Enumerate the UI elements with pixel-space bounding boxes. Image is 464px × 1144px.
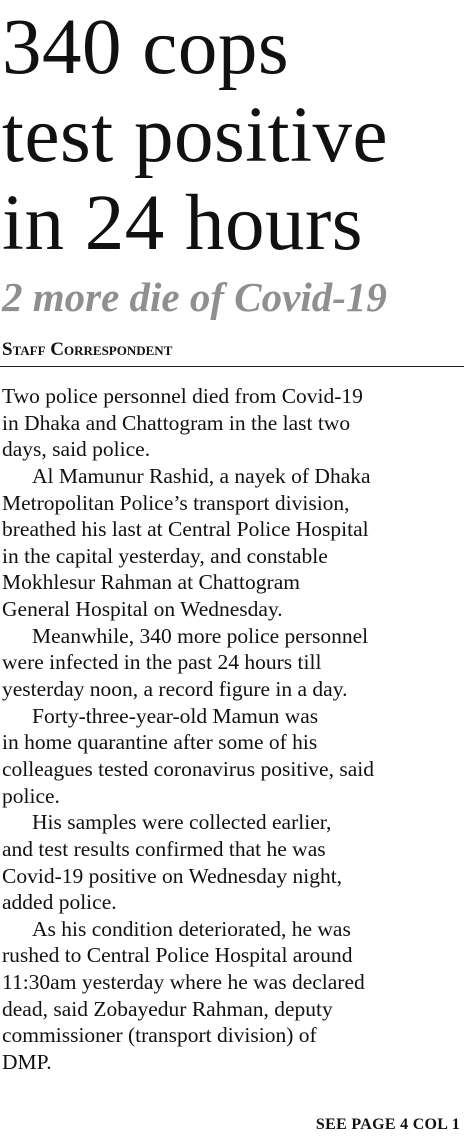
body-text-line: police. [2, 783, 60, 808]
body-text-line: and test results confirmed that he was [2, 836, 326, 861]
body-text-line: 11:30am yesterday where he was declared [2, 970, 365, 995]
body-text-line: DMP. [2, 1050, 52, 1075]
body-text-line: Forty-three-year-old Mamun was [32, 703, 319, 728]
headline-line: test positive [2, 92, 389, 179]
body-text-line: yesterday noon, a record figure in a day. [2, 677, 348, 702]
body-text-line: days, said police. [2, 437, 151, 462]
body-text-line: commissioner (transport division) of [2, 1023, 317, 1048]
body-text-line: added police. [2, 890, 117, 915]
body-text-line: Metropolitan Police’s transport division, [2, 490, 350, 515]
body-text-line: were infected in the past 24 hours till [2, 650, 322, 675]
headline-line: 340 cops [2, 4, 290, 91]
continuation-jump-line: SEE PAGE 4 COL 1 [315, 1116, 460, 1133]
article-body [2, 383, 464, 1076]
subheadline: 2 more die of Covid-19 [2, 274, 387, 320]
body-text-line: dead, said Zobayedur Rahman, deputy [2, 996, 333, 1021]
body-text-line: Meanwhile, 340 more police personnel [32, 623, 369, 648]
body-text-line: in Dhaka and Chattogram in the last two [2, 410, 351, 435]
body-text-line: His samples were collected earlier, [32, 810, 332, 835]
body-text-line: colleagues tested coronavirus positive, said [2, 756, 374, 781]
body-text-line: Two police personnel died from Covid-19 [2, 384, 363, 408]
body-text-line: in home quarantine after some of his [2, 730, 318, 755]
headline [2, 4, 462, 268]
body-text-line: in the capital yesterday, and constable [2, 543, 328, 568]
body-text-line: General Hospital on Wednesday. [2, 597, 283, 622]
body-text-line: Al Mamunur Rashid, a nayek of Dhaka [32, 463, 371, 488]
body-text-line: rushed to Central Police Hospital around [2, 943, 353, 968]
body-text-line: Mokhlesur Rahman at Chattogram [2, 570, 300, 595]
body-text-line: Covid-19 positive on Wednesday night, [2, 863, 343, 888]
body-text-line: As his condition deteriorated, he was [32, 916, 351, 941]
byline: Staff Correspondent [2, 339, 173, 360]
body-text-line: breathed his last at Central Police Hospital [2, 517, 369, 542]
byline-divider [0, 366, 464, 367]
headline-line: in 24 hours [2, 180, 363, 267]
